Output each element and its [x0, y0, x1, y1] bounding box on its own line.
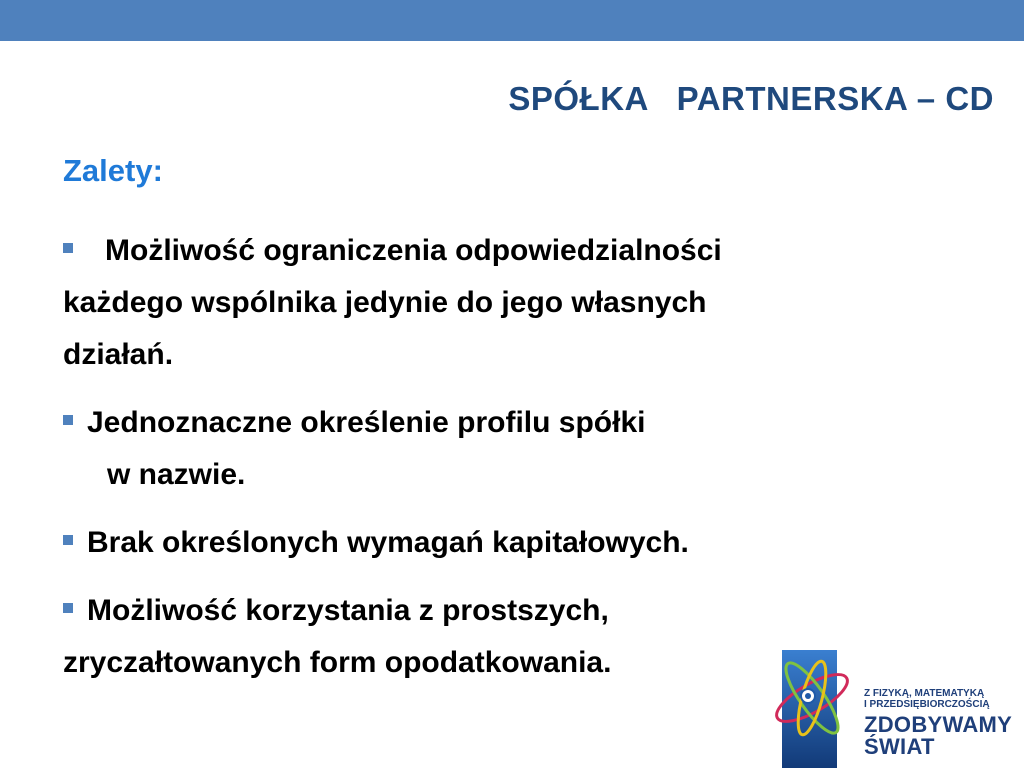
bullet-text-line: Możliwość korzystania z prostszych, — [87, 594, 609, 627]
square-bullet-icon — [63, 243, 73, 253]
bullet-text-line: w nazwie. — [107, 458, 246, 491]
square-bullet-icon — [63, 535, 73, 545]
bullet-text-line: zryczałtowanych form opodatkowania. — [63, 646, 612, 679]
logo-text — [864, 688, 1012, 758]
logo-tagline: Z FIZYKĄ, MATEMATYKĄ — [864, 688, 985, 699]
logo-name: ZDOBYWAMY — [864, 712, 1013, 737]
list-item — [63, 397, 963, 501]
logo-tagline: I PRZEDSIĘBIORCZOŚCIĄ — [864, 699, 990, 710]
list-item — [63, 225, 963, 381]
square-bullet-icon — [63, 603, 73, 613]
bullet-text-line: Jednoznaczne określenie profilu spółki — [87, 406, 646, 439]
list-item — [63, 517, 963, 569]
logo-name: ŚWIAT — [864, 734, 935, 759]
bullet-text-line: Możliwość ograniczenia odpowiedzialności — [105, 234, 722, 267]
bullet-text-line: działań. — [63, 338, 174, 371]
square-bullet-icon — [63, 415, 73, 425]
slide-title: SPÓŁKA PARTNERSKA – CD — [508, 80, 994, 117]
top-accent-bar — [0, 0, 1024, 41]
bullet-text-line: każdego wspólnika jedynie do jego własnych — [63, 286, 707, 319]
bullet-text-line: Brak określonych wymagań kapitałowych. — [87, 526, 689, 559]
section-subtitle: Zalety: — [63, 153, 163, 188]
